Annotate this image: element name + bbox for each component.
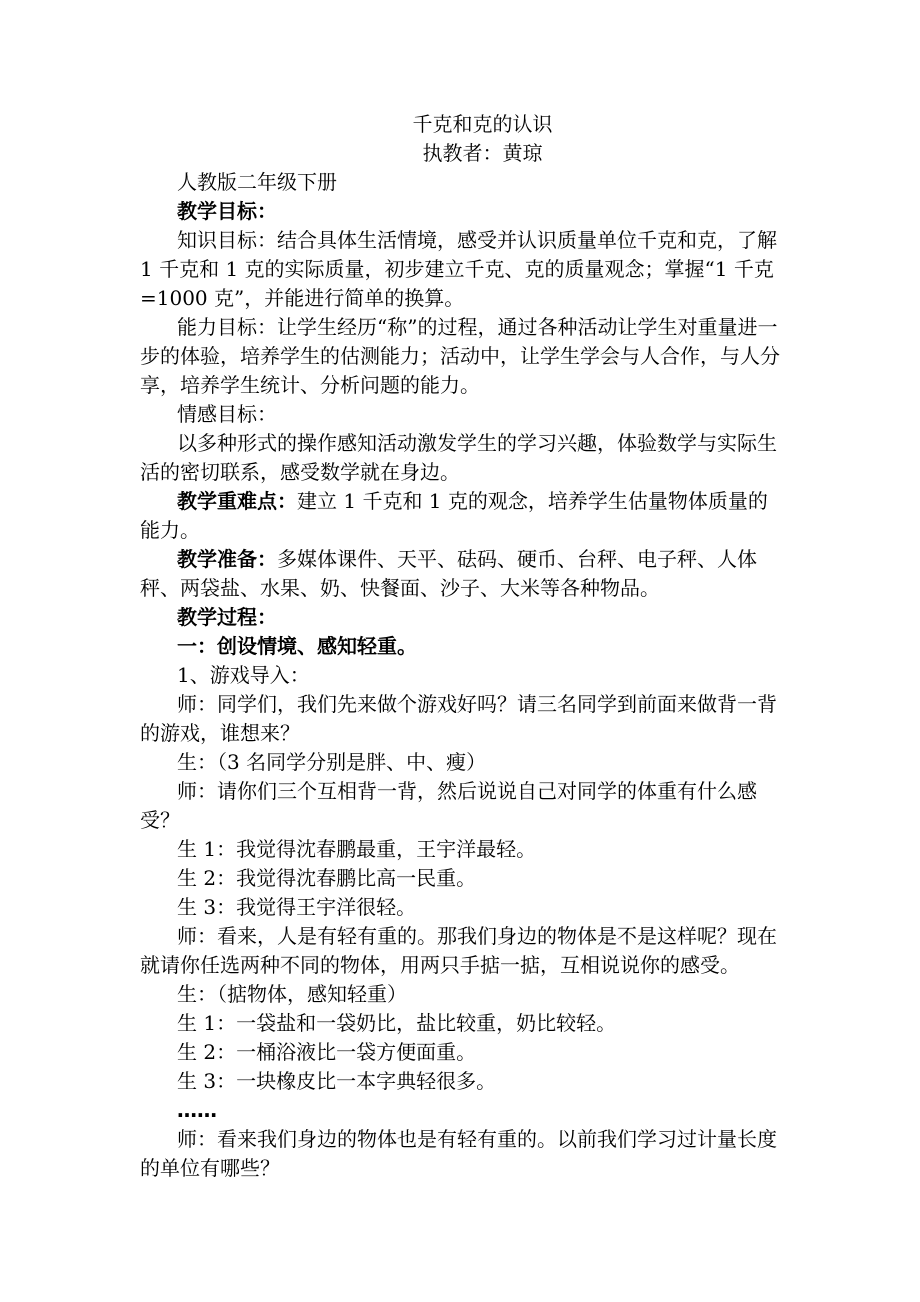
edition-line: 人教版二年级下册 [177, 170, 337, 194]
dialogue-line: 生 1：我觉得沈春鹏最重，王宇洋最轻。 [177, 837, 537, 861]
key-points [140, 487, 785, 545]
preparation-label: 教学准备： [177, 547, 277, 571]
dialogue-line: 生 2：我觉得沈春鹏比高一民重。 [177, 866, 477, 890]
section-heading: 一：创设情境、感知轻重。 [177, 634, 417, 658]
document-title: 千克和克的认识 [412, 112, 553, 136]
document-author: 执教者：黄琼 [422, 141, 543, 165]
ability-objective: 能力目标：让学生经历“称”的过程，通过各种活动让学生对重量进一步的体验，培养学生的估测能力；活动中，让学生学会与人合作，与人分享，培养学生统计、分析问题的能力。 [140, 315, 780, 397]
document-page [140, 110, 785, 1183]
dialogue-line: 生：（掂物体，感知轻重） [177, 982, 407, 1006]
dialogue-line: 生：（3 名同学分别是胖、中、瘦） [177, 750, 487, 774]
dialogue-line: 师：请你们三个互相背一背，然后说说自己对同学的体重有什么感受？ [140, 779, 757, 832]
dialogue-line: 师：同学们，我们先来做个游戏好吗？请三名同学到前面来做背一背的游戏，谁想来？ [140, 692, 777, 745]
step-heading: 1、游戏导入： [177, 663, 310, 687]
key-points-text: 建立 1 千克和 1 克的观念，培养学生估量物体质量的能力。 [140, 489, 768, 542]
preparation [140, 545, 785, 603]
closing-line: 师：看来我们身边的物体也是有轻有重的。以前我们学习过计量长度的单位有哪些？ [140, 1127, 777, 1180]
key-points-label: 教学重难点： [177, 489, 297, 513]
dialogue-line: 生 2：一桶浴液比一袋方便面重。 [177, 1040, 477, 1064]
process-heading: 教学过程： [177, 605, 277, 629]
dialogue-line: 生 3：我觉得王宇洋很轻。 [177, 895, 417, 919]
emotion-objective: 以多种形式的操作感知活动激发学生的学习兴趣，体验数学与实际生活的密切联系，感受数学就在身边。 [140, 431, 777, 484]
ellipsis: …… [177, 1098, 217, 1122]
dialogue-line: 师：看来，人是有轻有重的。那我们身边的物体是不是这样呢？现在就请你任选两种不同的物体，用两只手掂一掂，互相说说你的感受。 [140, 924, 777, 977]
preparation-text: 多媒体课件、天平、砝码、硬币、台秤、电子秤、人体秤、两袋盐、水果、奶、快餐面、沙子、大米等各种物品。 [140, 547, 757, 600]
emotion-objective-label: 情感目标： [177, 402, 277, 426]
dialogue-line: 生 3：一块橡皮比一本字典轻很多。 [177, 1069, 497, 1093]
knowledge-objective: 知识目标：结合具体生活情境，感受并认识质量单位千克和克，了解 1 千克和 1 克的实际质量，初步建立千克、克的质量观念；掌握“1 千克=1000 克”，并能进行简单的换算。 [140, 228, 777, 310]
objectives-heading: 教学目标： [177, 199, 277, 223]
dialogue-line: 生 1：一袋盐和一袋奶比，盐比较重，奶比较轻。 [177, 1011, 617, 1035]
